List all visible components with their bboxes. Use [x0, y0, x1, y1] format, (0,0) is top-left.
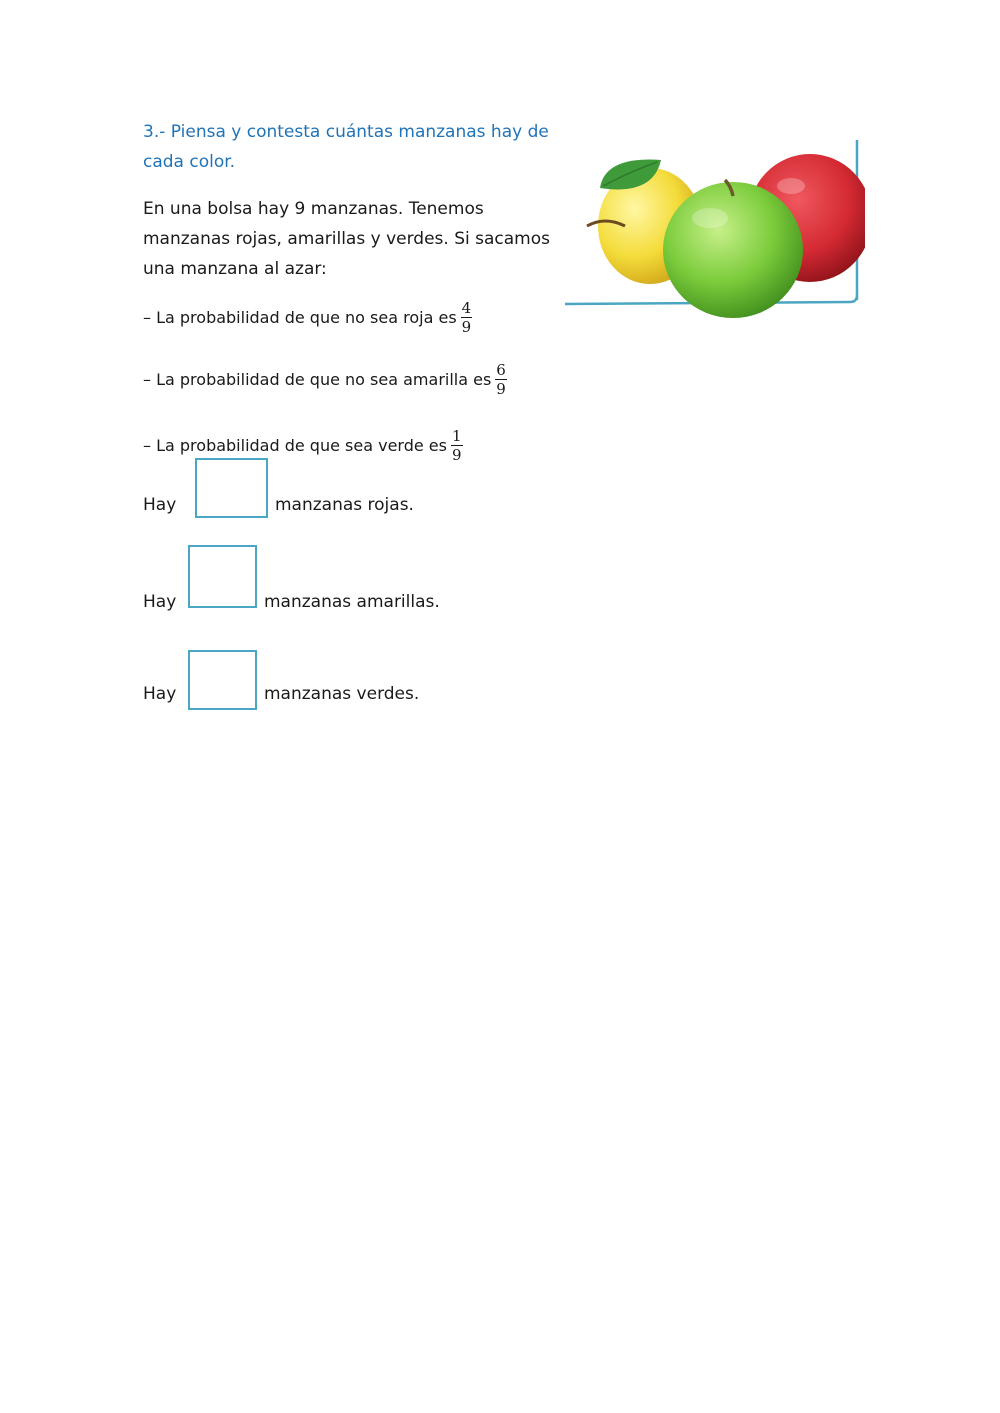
probability-statement-not-red	[143, 300, 472, 335]
probability-text: – La probabilidad de que no sea roja es	[143, 307, 457, 327]
probability-statement-green	[143, 428, 463, 463]
answer-suffix: manzanas amarillas.	[264, 592, 440, 612]
fraction	[451, 428, 463, 463]
answer-suffix: manzanas rojas.	[275, 495, 414, 515]
fraction-numerator: 6	[496, 361, 506, 379]
fraction-numerator: 1	[451, 427, 462, 445]
exercise-heading: 3.- Piensa y contesta cuántas manzanas hay de cada color.	[143, 122, 549, 172]
exercise-intro: En una bolsa hay 9 manzanas. Tenemos manzanas rojas, amarillas y verdes. Si sacamos una manzana al azar:	[143, 199, 550, 279]
fraction-denominator: 9	[461, 318, 472, 336]
probability-statement-not-yellow	[143, 362, 507, 397]
fraction-denominator: 9	[451, 446, 462, 464]
apples-illustration	[565, 138, 865, 323]
fraction	[495, 362, 507, 397]
answer-box-red[interactable]	[195, 458, 268, 518]
answer-suffix: manzanas verdes.	[264, 684, 420, 704]
answer-prefix: Hay	[143, 684, 177, 704]
answer-box-green[interactable]	[188, 650, 257, 710]
answer-prefix: Hay	[143, 495, 177, 515]
answer-box-yellow[interactable]	[188, 545, 257, 608]
green-apple-icon	[663, 182, 803, 318]
probability-text: – La probabilidad de que sea verde es	[143, 435, 447, 455]
probability-text: – La probabilidad de que no sea amarilla es	[143, 369, 492, 389]
fraction-denominator: 9	[496, 380, 506, 398]
fraction-numerator: 4	[461, 299, 472, 317]
answer-prefix: Hay	[143, 592, 177, 612]
apples-icon	[565, 138, 865, 323]
fraction	[461, 300, 473, 335]
